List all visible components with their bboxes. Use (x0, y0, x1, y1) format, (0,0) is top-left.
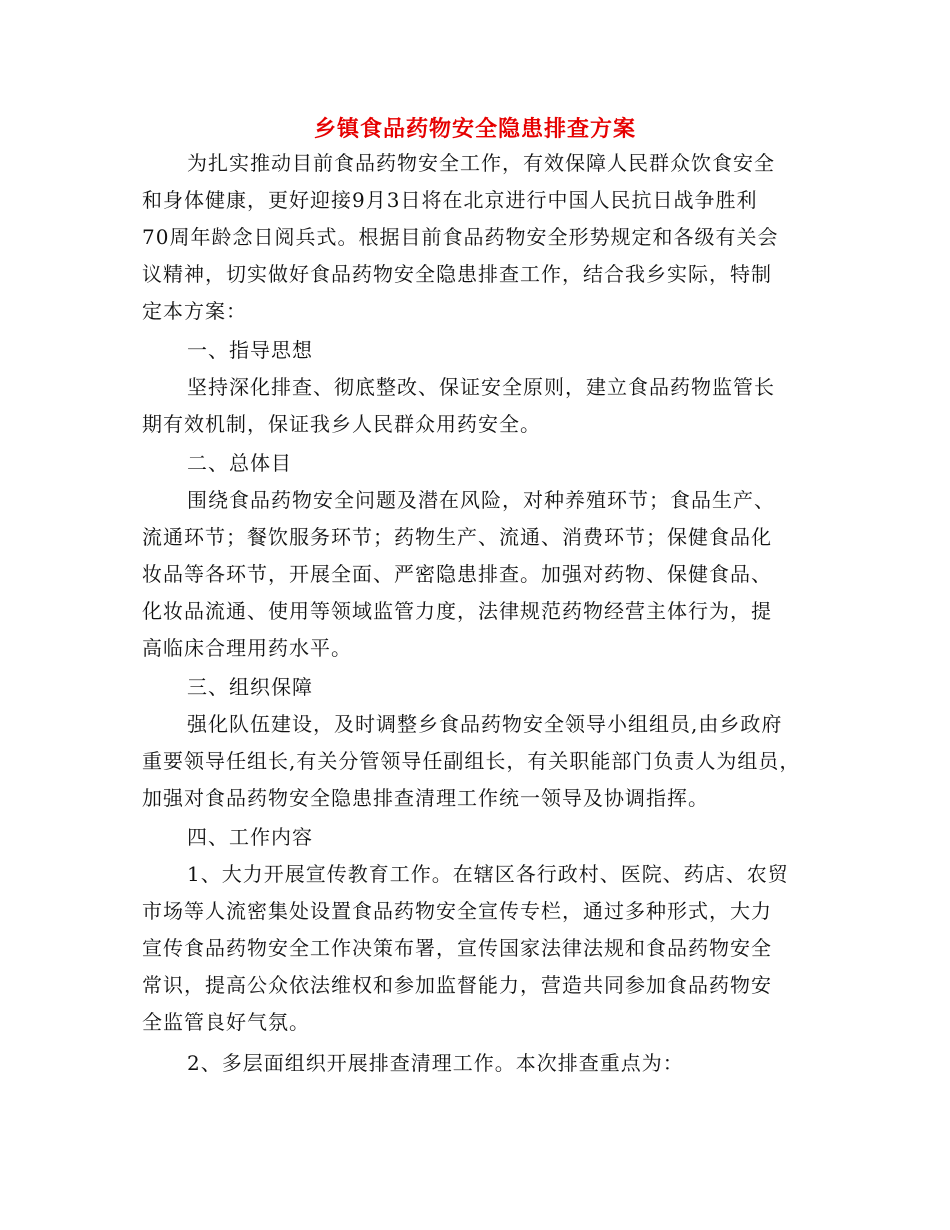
paragraph-line: 妆品等各环节，开展全面、严密隐患排查。加强对药物、保健食品、 (142, 562, 772, 586)
paragraph-line: 围绕食品药物安全问题及潜在风险，对种养殖环节；食品生产、 (187, 488, 775, 512)
section-heading: 二、总体目 (187, 451, 292, 475)
paragraph-line: 加强对食品药物安全隐患排查清理工作统一领导及协调指挥。 (142, 786, 709, 810)
paragraph-line: 常识，提高公众依法维权和参加监督能力，营造共同参加食品药物安 (142, 973, 772, 997)
section-heading: 一、指导思想 (187, 338, 313, 362)
section-heading: 四、工作内容 (187, 825, 313, 849)
paragraph-line: 2、多层面组织开展排查清理工作。本次排查重点为： (187, 1051, 684, 1075)
paragraph-line: 宣传食品药物安全工作决策布署，宣传国家法律法规和食品药物安全 (142, 936, 772, 960)
paragraph-line: 流通环节；餐饮服务环节；药物生产、流通、消费环节；保健食品化 (142, 525, 772, 549)
paragraph-line: 强化队伍建设，及时调整乡食品药物安全领导小组组员,由乡政府 (187, 712, 783, 736)
paragraph-line: 重要领导任组长,有关分管领导任副组长，有关职能部门负责人为组员， (142, 749, 801, 773)
section-heading: 三、组织保障 (187, 675, 313, 699)
paragraph-line: 期有效机制，保证我乡人民群众用药安全。 (142, 412, 541, 436)
paragraph-line: 和身体健康，更好迎接9月3日将在北京进行中国人民抗日战争胜利 (142, 188, 758, 212)
paragraph-line: 70周年龄念日阅兵式。根据目前食品药物安全形势规定和各级有关会 (142, 225, 779, 249)
paragraph-line: 定本方案： (142, 299, 247, 323)
document-title: 乡镇食品药物安全隐患排查方案 (313, 116, 636, 142)
paragraph-line: 议精神，切实做好食品药物安全隐患排查工作，结合我乡实际，特制 (142, 262, 772, 286)
paragraph-line: 化妆品流通、使用等领域监管力度，法律规范药物经营主体行为，提 (142, 599, 772, 623)
paragraph-line: 高临床合理用药水平。 (142, 636, 352, 660)
paragraph-line: 市场等人流密集处设置食品药物安全宣传专栏，通过多种形式，大力 (142, 899, 772, 923)
paragraph-line: 为扎实推动目前食品药物安全工作，有效保障人民群众饮食安全 (187, 151, 775, 175)
paragraph-line: 全监管良好气氛。 (142, 1010, 310, 1034)
paragraph-line: 坚持深化排查、彻底整改、保证安全原则，建立食品药物监管长 (187, 375, 775, 399)
paragraph-line: 1、大力开展宣传教育工作。在辖区各行政村、医院、药店、农贸 (187, 862, 789, 886)
